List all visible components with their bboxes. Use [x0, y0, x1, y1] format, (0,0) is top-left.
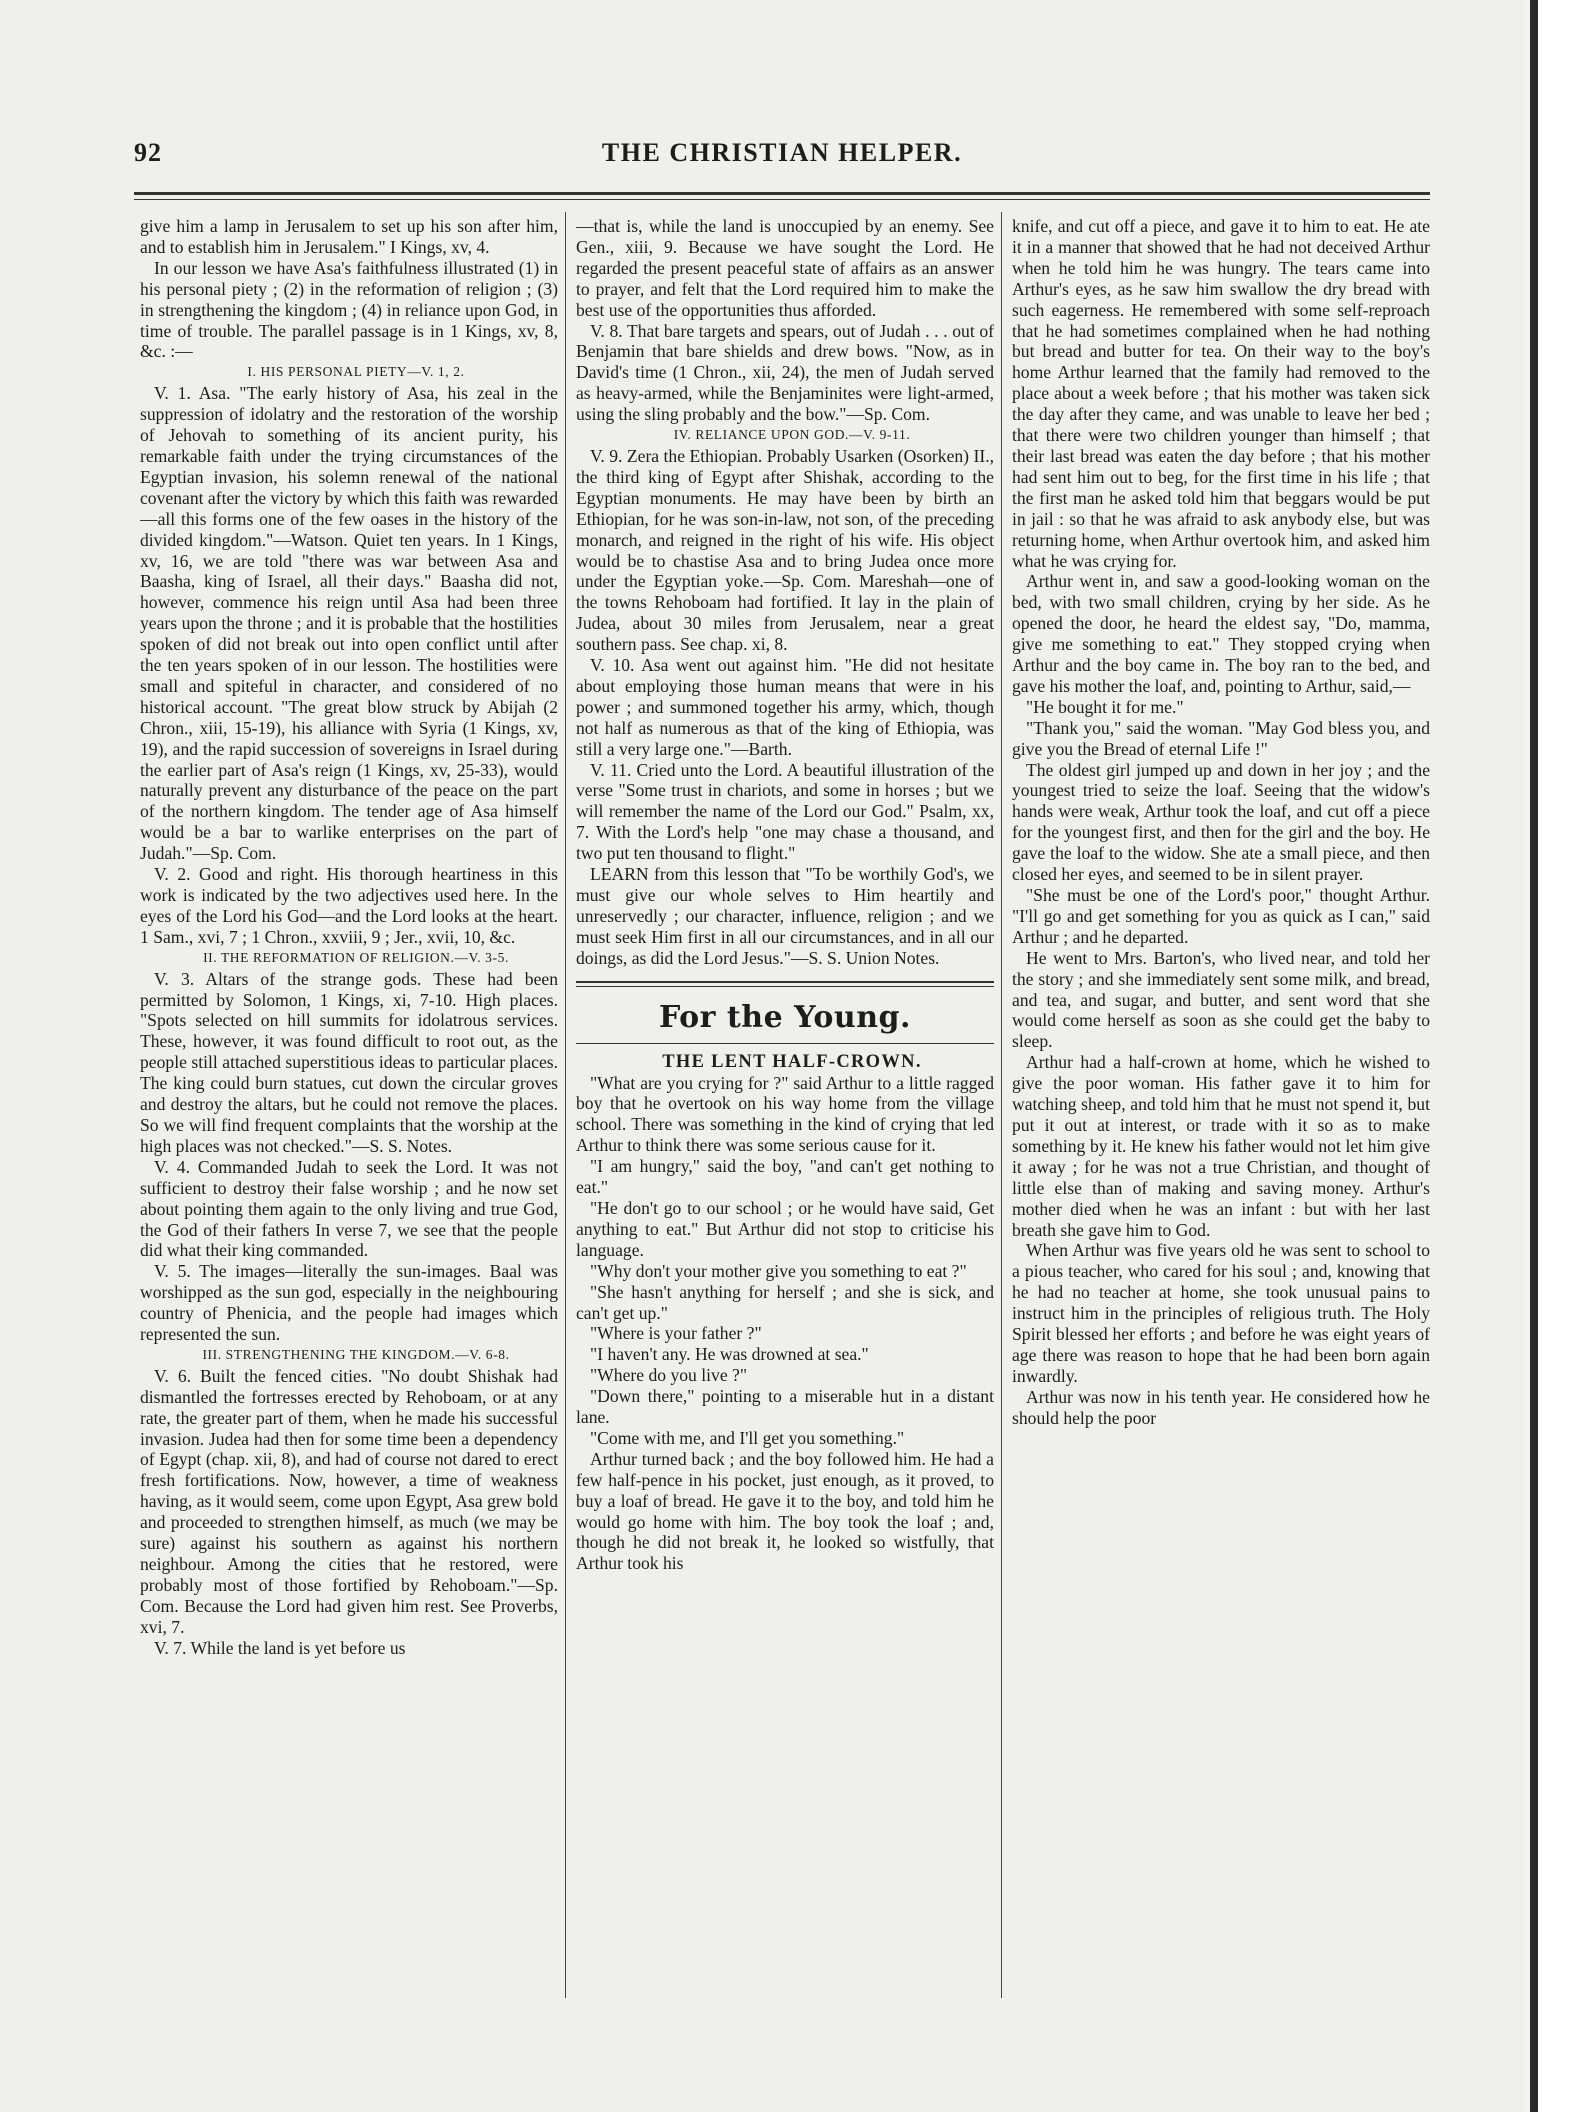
paragraph: In our lesson we have Asa's faithfulness illustrated (1) in his personal piety ; (2) in the reformation of religion ; (3) in strengthening the kingdom ; (4) in reliance upon God, in time of trouble. The parallel passage is in 1 Kings, xv, 8, &c. :—	[140, 257, 558, 362]
paragraph: "I am hungry," said the boy, "and can't get nothing to eat."	[576, 1156, 994, 1198]
header-rule	[134, 192, 1430, 195]
section-rule-thin	[576, 1043, 994, 1044]
paragraph: give him a lamp in Jerusalem to set up his son after him, and to establish him in Jerusalem." I Kings, xv, 4.	[140, 216, 558, 257]
paragraph: V. 2. Good and right. His thorough heartiness in this work is indicated by the two adjectives used here. In the eyes of the Lord his God—and the Lord looks at the heart. 1 Sam., xvi, 7 ; 1 Chron., xxviii, 9 ; Jer., xvii, 10, &c.	[140, 864, 558, 947]
section-title: For the Young.	[659, 999, 911, 1035]
column-middle	[576, 216, 994, 1996]
paragraph: "She hasn't anything for herself ; and she is sick, and can't get up."	[576, 1281, 994, 1323]
paragraph: "I haven't any. He was drowned at sea."	[590, 1344, 869, 1365]
paragraph: V. 8. That bare targets and spears, out of Judah . . . out of Benjamin that bare shields and drew bows. "Now, as in David's time (1 Chron., xii, 24), the men of Judah served as heavy-armed, while the Benjaminites were light-armed, using the sling probably and the bow."—Sp. Com.	[576, 320, 994, 425]
page-header	[134, 138, 1430, 182]
paragraph: When Arthur was five years old he was sent to school to a pious teacher, who cared for his soul ; and, knowing that he had no teacher at home, she took unusual pains to instruct him in the principles of religious truth. The Holy Spirit blessed her efforts ; and before he was eight years of age there was reason to hope that he had been born again inwardly.	[1012, 1240, 1430, 1386]
paragraph: V. 9. Zera the Ethiopian. Probably Usarken (Osorken) II., the third king of Egypt after Shishak, according to the Egyptian monuments. He may have been by birth an Ethiopian, for he was son-in-law, not son, of the preceding monarch, and reigned in the right of his wife. His object would be to chastise Asa and to bring Judea once more under the Egyptian yoke.—Sp. Com. Mareshah—one of the towns Rehoboam had fortified. It lay in the plain of Judea, about 30 miles from Jerusalem, near a great southern pass. See chap. xi, 8.	[576, 445, 994, 655]
column-divider	[1001, 212, 1002, 1998]
paragraph: V. 11. Cried unto the Lord. A beautiful illustration of the verse "Some trust in chariots, and some in horses ; but we will remember the name of the Lord our God." Psalm, xx, 7. With the Lord's help "one may chase a thousand, and two put ten thousand to flight."	[576, 759, 994, 864]
paragraph: "She must be one of the Lord's poor," thought Arthur. "I'll go and get something for you as quick as I can," said Arthur ; and he departed.	[1012, 885, 1430, 947]
paragraph: "He don't go to our school ; or he would have said, Get anything to eat." But Arthur did not stop to criticise his language.	[576, 1197, 994, 1260]
paragraph: Arthur was now in his tenth year. He considered how he should help the poor	[1012, 1386, 1430, 1428]
paragraph: Arthur went in, and saw a good-looking woman on the bed, with two small children, crying by her side. As he opened the door, he heard the eldest say, "Do, mamma, give me something to eat." They stopped crying when Arthur and the boy came in. The boy ran to the bed, and gave his mother the loaf, and, pointing to Arthur, said,—	[1012, 571, 1430, 696]
paragraph: "Come with me, and I'll get you something."	[590, 1427, 905, 1448]
page-number: 92	[134, 138, 162, 167]
paragraph: "Where do you live ?"	[590, 1365, 748, 1386]
paragraph: V. 5. The images—literally the sun-images. Baal was worshipped as the sun god, especially in the neighbouring country of Phenicia, and the people had images which represented the sun.	[140, 1261, 558, 1345]
paragraph: "Down there," pointing to a miserable hut in a distant lane.	[576, 1386, 994, 1428]
header-rule-thin	[134, 199, 1430, 200]
running-title: THE CHRISTIAN HELPER.	[601, 138, 963, 167]
paragraph: "Why don't your mother give you something to eat ?"	[590, 1260, 967, 1281]
paragraph: V. 1. Asa. "The early history of Asa, his zeal in the suppression of idolatry and the restoration of the worship of Jehovah to something of its ancient purity, his remarkable faith under the trying circumstances of the Egyptian invasion, his solemn renewal of the national covenant after the victory by which this faith was rewarded—all this forms one of the few oases in the history of the divided kingdom."—Watson. Quiet ten years. In 1 Kings, xv, 16, we are told "there was war between Asa and Baasha, king of Israel, all their days." Baasha did not, however, commence his reign until Asa had been three years upon the throne ; and it is probable that the hostilities spoken of did not break out into open conflict until after the ten years spoken of in our lesson. The hostilities were small and spiteful in character, and considered of no historical account. "The great blow struck by Abijah (2 Chron., xiii, 15-19), his alliance with Syria (1 Kings, xv, 19), and the rapid succession of sovereigns in Israel during the earlier part of Asa's reign (1 Kings, xv, 25-33), would naturally prevent any disturbance of the peace on the part of the northern kingdom. The tender age of Asa himself would be a bar to warlike enterprises on the part of Judah."—Sp. Com.	[140, 383, 558, 864]
paragraph: "He bought it for me."	[1026, 696, 1184, 717]
column-left	[140, 216, 558, 1996]
paragraph: The oldest girl jumped up and down in her joy ; and the youngest tried to seize the loaf. Seeing that the widow's hands were weak, Arthur took the loaf, and cut off a piece for the youngest first, and then for the girl and the boy. He gave the loaf to the widow. She ate a small piece, and then closed her eyes, and seemed to be in silent prayer.	[1012, 759, 1430, 885]
column-divider	[565, 212, 566, 1998]
section-rule-thin	[576, 986, 994, 987]
paragraph: "Where is your father ?"	[590, 1323, 762, 1344]
section-rule	[576, 981, 994, 983]
paragraph: He went to Mrs. Barton's, who lived near, and told her the story ; and she immediately sent some milk, and bread, and tea, and sugar, and butter, and sent word that she would come herself as soon as she could get the baby to sleep.	[1012, 947, 1430, 1052]
paragraph: V. 10. Asa went out against him. "He did not hesitate about employing those human means that were in his power ; and summoned together his army, which, though not half as numerous as that of the king of Ethiopia, was still a very large one."—Barth.	[576, 655, 994, 759]
paragraph: —that is, while the land is unoccupied by an enemy. See Gen., xiii, 9. Because we have sought the Lord. He regarded the present peaceful state of affairs as an answer to prayer, and felt that the Lord required him to make the best use of the opportunities thus afforded.	[576, 216, 994, 320]
paragraph: V. 6. Built the fenced cities. "No doubt Shishak had dismantled the fortresses erected by Rehoboam, or at any rate, the greater part of them, when he made his successful invasion. Judea had then for some time been a dependency of Egypt (chap. xii, 8), and had of course not dared to erect fresh fortifications. Now, however, a time of weakness having, as it would seem, come upon Egypt, Asa grew bold and proceeded to strengthen himself, as much (we may be sure) against his southern as against his northern neighbour. Among the cities that he restored, were probably most of those fortified by Rehoboam."—Sp. Com. Because the Lord had given him rest. See Proverbs, xvi, 7.	[140, 1365, 558, 1637]
paragraph: LEARN from this lesson that "To be worthily God's, we must give our whole selves to Him heartily and unreservedly ; our character, influence, religion ; and we must seek Him first in all our circumstances, and in all our doings, as did the Lord Jesus."—S. S. Union Notes.	[576, 864, 994, 968]
paragraph: V. 4. Commanded Judah to seek the Lord. It was not sufficient to destroy their false worship ; and he now set about pointing them again to the only living and true God, the God of their fathers In verse 7, we see that the people did what their king commanded.	[140, 1156, 558, 1261]
section-heading: I. HIS PERSONAL PIETY—V. 1, 2.	[247, 364, 465, 380]
paragraph: V. 7. While the land is yet before us	[154, 1637, 406, 1658]
paragraph: Arthur turned back ; and the boy followed him. He had a few half-pence in his pocket, just enough, as it proved, to buy a loaf of bread. He gave it to the boy, and told him he would go home with him. The boy took the loaf ; and, though he did not break it, he looked so wistfully, that Arthur took his	[576, 1448, 994, 1574]
paragraph: "Thank you," said the woman. "May God bless you, and give you the Bread of eternal Life !"	[1012, 717, 1430, 759]
scan-edge	[1524, 0, 1584, 2112]
section-heading: III. STRENGTHENING THE KINGDOM.—V. 6-8.	[202, 1346, 510, 1362]
section-heading: IV. RELIANCE UPON GOD.—V. 9-11.	[673, 427, 911, 443]
paragraph: knife, and cut off a piece, and gave it to him to eat. He ate it in a manner that showed that he had not deceived Arthur when he told him he was hungry. The tears came into Arthur's eyes, as he saw him swallow the dry bread with such eagerness. He remembered with some self-reproach that he had sometimes complained when he had nothing but bread and butter for tea. On their way to the boy's home Arthur learned that the family had removed to the place about a week before ; that his mother was taken sick the day after they came, and was unable to leave her bed ; that there were two children younger than himself ; that their last bread was eaten the day before ; that his mother had sent him out to beg, for the first time in his life ; that the first man he asked told him that beggars would be put in jail : so that he was afraid to ask anybody else, but was returning home, when Arthur overtook him, and asked him what he was crying for.	[1012, 216, 1430, 571]
section-heading: II. THE REFORMATION OF RELIGION.—V. 3-5.	[203, 949, 509, 965]
column-right	[1012, 216, 1430, 1996]
paragraph: V. 3. Altars of the strange gods. These had been permitted by Solomon, 1 Kings, xi, 7-10. High places. "Spots selected on hill summits for idolatrous services. These, however, it was found difficult to root out, as the people still attached superstitious ideas to particular places. The king could burn statues, cut down the circular groves and destroy the altars, but he could not remove the places. So we will find frequent complaints that the worship at the high places was not checked."—S. S. Notes.	[140, 968, 558, 1156]
paragraph: "What are you crying for ?" said Arthur to a little ragged boy that he overtook on his way home from the village school. There was something in the kind of crying that led Arthur to think there was some serious cause for it.	[576, 1072, 994, 1156]
story-title: THE LENT HALF-CROWN.	[662, 1051, 922, 1072]
paragraph: Arthur had a half-crown at home, which he wished to give the poor woman. His father gave it to him for watching sheep, and told him that he must not spend it, but put it out at interest, or trade with it so as to make something by it. He knew his father would not let him give it away ; for he was not a true Christian, and thought of little else than of making and saving money. Arthur's mother died when he was an infant : but with her last breath she gave him to God.	[1012, 1052, 1430, 1240]
